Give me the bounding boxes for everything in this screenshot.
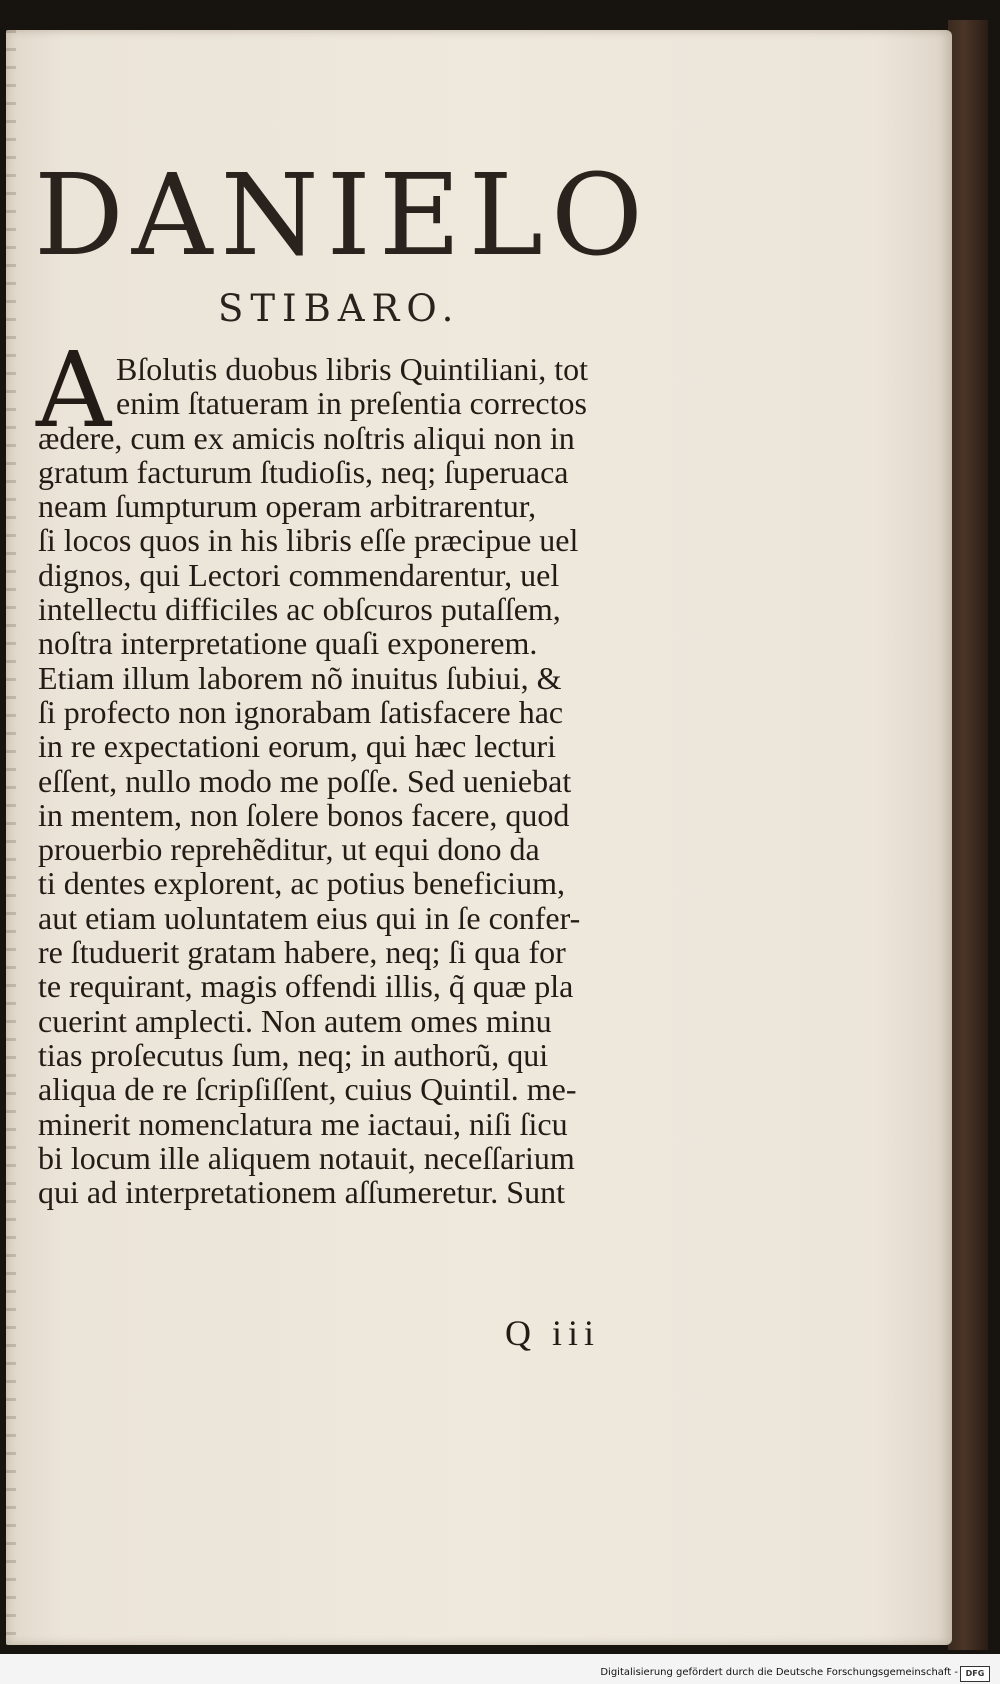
text-line: noſtra interpretatione quaſi exponerem. [38, 625, 538, 662]
text-line: ti dentes explorent, ac potius beneficium, [38, 865, 565, 902]
text-line: aliqua de re ſcripſiſſent, cuius Quintil. me- [38, 1071, 577, 1108]
text-line: qui ad interpretationem aſſumeretur. Sunt [38, 1174, 565, 1211]
text-line: in mentem, non ſolere bonos facere, quod [38, 796, 570, 833]
text-line: re ſtuduerit gratam habere, neq; ſi qua for [38, 934, 566, 971]
text-line: ſi profecto non ignorabam ſatisfacere hac [38, 693, 564, 730]
text-line: ædere, cum ex amicis noſtris aliqui non in [38, 419, 575, 456]
book-cover-edge [948, 20, 988, 1650]
gutter-shadow [6, 30, 16, 1645]
text-line: eſſent, nullo modo me poſſe. Sed ueniebat [38, 762, 572, 799]
text-line: Bſolutis duobus libris Quintiliani, tot [116, 351, 589, 387]
text-line: ſi locos quos in his libris eſſe præcipue uel [38, 522, 579, 559]
text-line: neam ſumpturum operam arbitrarentur, [38, 488, 537, 525]
text-line: prouerbio reprehẽditur, ut equi dono da [38, 831, 540, 868]
heading-title: DANIELO [34, 151, 651, 281]
text-line: in re expectationi eorum, qui hæc lecturi [38, 728, 557, 765]
body-text-block [38, 352, 698, 1209]
text-line: gratum facturum ſtudioſis, neq; ſuperuaca [38, 453, 569, 490]
text-line: intellectu difficiles ac obſcuros putaſſem, [38, 591, 561, 628]
dfg-logo-icon: DFG [960, 1666, 990, 1682]
heading-subtitle: STIBARO. [218, 287, 461, 330]
funding-credit: Digitalisierung gefördert durch die Deutsche Forschungsgemeinschaft - [600, 1667, 958, 1678]
text-line: bi locum ille aliquem notauit, neceſſarium [38, 1139, 575, 1176]
text-line: te requirant, magis offendi illis, q̃ quæ pla [38, 968, 574, 1005]
text-line: aut etiam uoluntatem eius qui in ſe confer- [38, 899, 581, 936]
signature-mark: Q iii [505, 1313, 601, 1353]
text-line: minerit nomenclatura me iactaui, niſi ſicu [38, 1105, 568, 1142]
text-line: tias proſecutus ſum, neq; in authorũ, qui [38, 1036, 549, 1073]
drop-cap: A [36, 329, 112, 451]
text-line: dignos, qui Lectori commendarentur, uel [38, 556, 560, 593]
text-line: Etiam illum laborem nõ inuitus ſubiui, & [38, 659, 562, 696]
text-line: cuerint amplecti. Non autem omes minu [38, 1002, 552, 1039]
text-line: enim ſtatueram in preſentia correctos [116, 385, 587, 422]
